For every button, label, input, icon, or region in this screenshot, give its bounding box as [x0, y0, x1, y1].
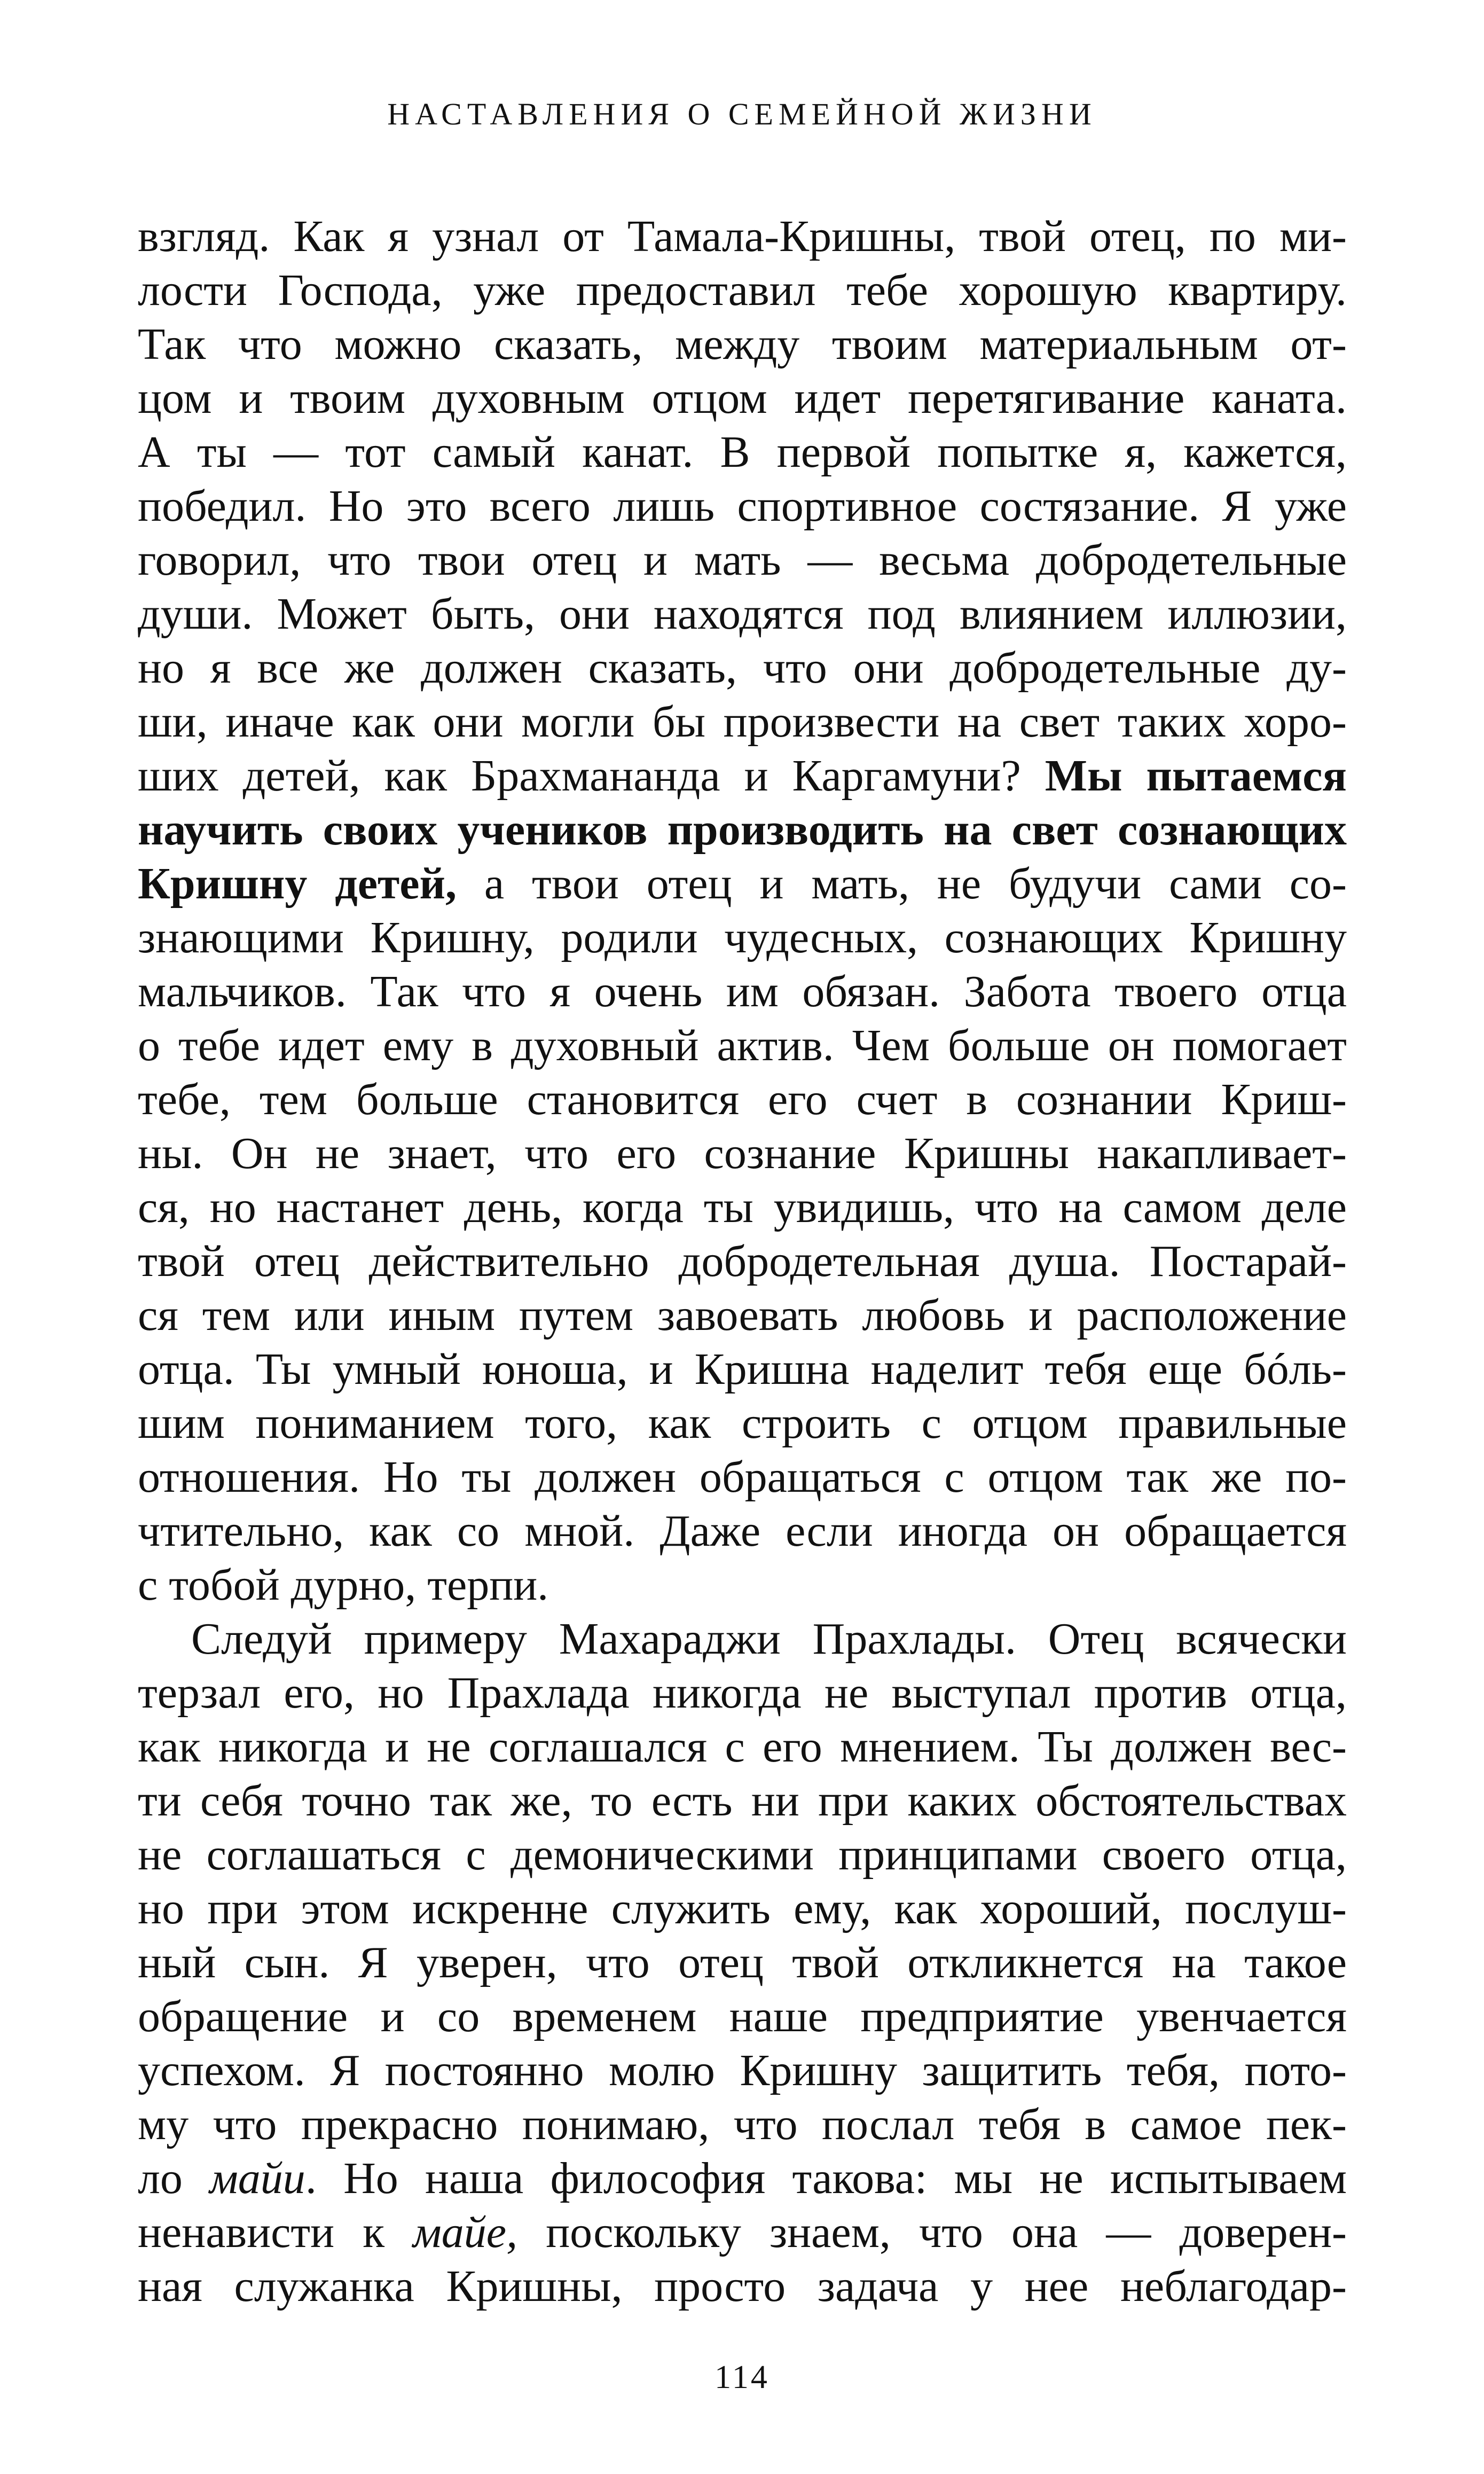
- text-line: отца. Ты умный юноша, и Кришна наделит тебя еще бóль-: [138, 1344, 1347, 1394]
- text-line: говорил, что твои отец и мать — весьма добродетельные: [138, 535, 1347, 585]
- text-line: Следуй примеру Махараджи Прахлады. Отец всячески: [191, 1614, 1347, 1664]
- text-line: успехом. Я постоянно молю Кришну защитить тебя, пото-: [138, 2046, 1347, 2095]
- text-line: ся, но настанет день, когда ты увидишь, что на самом деле: [138, 1183, 1347, 1232]
- text-line: о тебе идет ему в духовный актив. Чем больше он помогает: [138, 1021, 1347, 1070]
- text-run: поскольку знаем, что она — доверен-: [517, 2207, 1347, 2257]
- text-line: цом и твоим духовным отцом идет перетягивание каната.: [138, 373, 1347, 423]
- text-line: ный сын. Я уверен, что отец твой откликнется на такое: [138, 1938, 1347, 1987]
- text-line: не соглашаться с демоническими принципами своего отца,: [138, 1830, 1347, 1880]
- text-line: [138, 857, 1347, 911]
- text-line: ная служанка Кришны, просто задача у нее неблагодар-: [138, 2261, 1347, 2311]
- text-line: [138, 2205, 1347, 2259]
- text-line: Так что можно сказать, между твоим материальным от-: [138, 319, 1347, 369]
- bold-emphasis: Мы пытаемся: [1045, 751, 1347, 801]
- page-body: [138, 209, 1347, 2313]
- text-line: как никогда и не соглашался с его мнением. Ты должен вес-: [138, 1722, 1347, 1772]
- text-run: а твои отец и мать, не будучи сами со-: [456, 859, 1347, 909]
- text-line: с тобой дурно, терпи.: [138, 1560, 549, 1610]
- text-run: ненависти к: [138, 2207, 413, 2257]
- text-line: но я все же должен сказать, что они добродетельные ду-: [138, 643, 1347, 693]
- text-line: [138, 2151, 1347, 2205]
- text-line: ти себя точно так же, то есть ни при каких обстоятельствах: [138, 1776, 1347, 1826]
- text-line: му что прекрасно понимаю, что послал тебя в самое пек-: [138, 2100, 1347, 2149]
- text-line: ны. Он не знает, что его сознание Кришны накапливает-: [138, 1129, 1347, 1178]
- bold-emphasis-line: научить своих учеников производить на свет сознающих: [138, 805, 1347, 855]
- italic-term: майе,: [413, 2207, 518, 2257]
- paragraph-2: [138, 1612, 1347, 2313]
- text-line: [138, 749, 1347, 803]
- text-line: ши, иначе как они могли бы произвести на свет таких хоро-: [138, 697, 1347, 747]
- bold-emphasis: Кришну детей,: [138, 859, 457, 909]
- text-run: ших детей, как Брахмананда и Каргамуни?: [138, 751, 1045, 801]
- text-line: обращение и со временем наше предприятие увенчается: [138, 1992, 1347, 2041]
- text-line: твой отец действительно добродетельная душа. Постарай-: [138, 1236, 1347, 1286]
- text-line: взгляд. Как я узнал от Тамала-Кришны, твой отец, по ми-: [138, 212, 1347, 261]
- text-run: ло: [138, 2154, 210, 2203]
- text-line: но при этом искренне служить ему, как хороший, послуш-: [138, 1884, 1347, 1933]
- text-line: чтительно, как со мной. Даже если иногда он обращается: [138, 1506, 1347, 1556]
- page-number: 114: [714, 2359, 770, 2395]
- text-line: мальчиков. Так что я очень им обязан. Забота твоего отца: [138, 967, 1347, 1016]
- text-line: души. Может быть, они находятся под влиянием иллюзии,: [138, 589, 1347, 639]
- italic-term: майи: [209, 2154, 305, 2203]
- text-line: ся тем или иным путем завоевать любовь и расположение: [138, 1290, 1347, 1340]
- text-line: шим пониманием того, как строить с отцом правильные: [138, 1398, 1347, 1448]
- running-header: НАСТАВЛЕНИЯ О СЕМЕЙНОЙ ЖИЗНИ: [387, 97, 1097, 131]
- text-line: знающими Кришну, родили чудесных, сознающих Кришну: [138, 913, 1347, 962]
- paragraph-1: [138, 209, 1347, 1612]
- text-line: тебе, тем больше становится его счет в сознании Криш-: [138, 1075, 1347, 1124]
- text-line: отношения. Но ты должен обращаться с отцом так же по-: [138, 1452, 1347, 1502]
- text-line: победил. Но это всего лишь спортивное состязание. Я уже: [138, 481, 1347, 531]
- text-line: терзал его, но Прахлада никогда не выступал против отца,: [138, 1668, 1347, 1718]
- text-run: . Но наша философия такова: мы не испытываем: [305, 2154, 1347, 2203]
- text-line: А ты — тот самый канат. В первой попытке я, кажется,: [138, 427, 1347, 477]
- text-line: лости Господа, уже предоставил тебе хорошую квартиру.: [138, 265, 1347, 315]
